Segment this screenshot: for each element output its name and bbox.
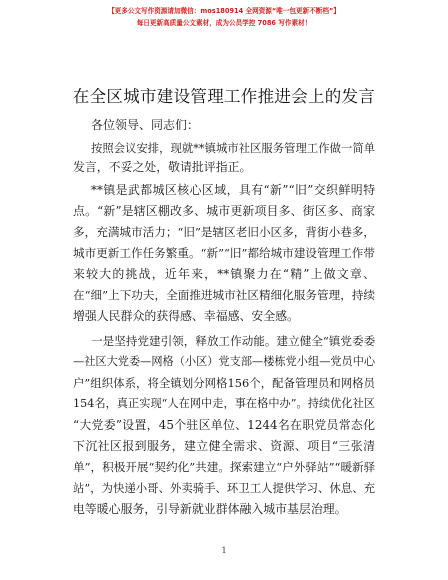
paragraph-2-line-1: **镇是武都城区核心区域，具有“新”“旧”交织鲜明特	[91, 183, 375, 197]
page-number: 1	[221, 546, 227, 555]
paragraph-3-line-2: —社区大党委—网格（小区）党支部—楼栋党小组—党员中心	[73, 355, 376, 368]
paragraph-3-line-9: 电等暖心服务，引导新就业群体融入城市基层治理。	[73, 502, 347, 516]
paragraph-3-line-6: 下沉社区报到服务，建立健全需求、资源、项目“三张清	[73, 439, 375, 453]
paragraph-2-line-5: 来较大的挑战，近年来，**镇聚力在“精”上做文章、	[73, 267, 375, 281]
paragraph-1-line-1: 按照会议安排，现就**镇城市社区服务管理工作做一简单	[91, 142, 375, 155]
paragraph-2-line-6: 在“细”上下功夫，全面推进城市社区精细化服务管理，持续	[73, 288, 375, 302]
paragraph-2-line-3: 多，充满城市活力；“旧”是辖区老旧小区多，背街小巷多，	[73, 225, 375, 239]
paragraph-3-line-4: 154名，真正实现“人在网中走，事在格中办”。持续优化社区	[73, 397, 375, 410]
paragraph-3-line-1: 一是坚持党建引领，释放工作动能。建立健全“镇党委委	[91, 334, 376, 348]
paragraph-2-line-7: 增强人民群众的获得感、幸福感、安全感。	[73, 309, 299, 323]
document-title: 在全区城市建设管理工作推进会上的发言	[72, 87, 376, 106]
promo-banner-line-2: 每日更新高质量公文素材，成为公员学控 7086 写作素材！	[136, 19, 312, 27]
paragraph-3-line-5: “大党委”设置，45个驻区单位、1244名在职党员常态化	[73, 418, 375, 432]
paragraph-3-line-7: 单”，积极开展“契约化”共建。探索建立“户外驿站”“暖新驿	[73, 460, 376, 474]
paragraph-3-line-3: 户”组织体系，将全镇划分网格156个，配备管理员和网格员	[73, 376, 375, 390]
promo-banner-line-1: 【更多公文写作资源请加微信：mos180914 全网资源“唯一包更新不断档”】	[108, 7, 340, 15]
paragraph-3-line-8: 站”，为快递小哥、外卖骑手、环卫工人提供学习、休息、充	[73, 481, 375, 495]
paragraph-2-line-2: 点。“新”是辖区棚改多、城市更新项目多、街区多、商家	[73, 204, 375, 218]
paragraph-1-line-2: 发言，不妥之处，敬请批评指正。	[73, 160, 252, 174]
paragraph-2-line-4: 城市更新工作任务繁重。“新”“旧”都给城市建设管理工作带	[73, 246, 375, 260]
salutation: 各位领导、同志们：	[91, 118, 200, 132]
